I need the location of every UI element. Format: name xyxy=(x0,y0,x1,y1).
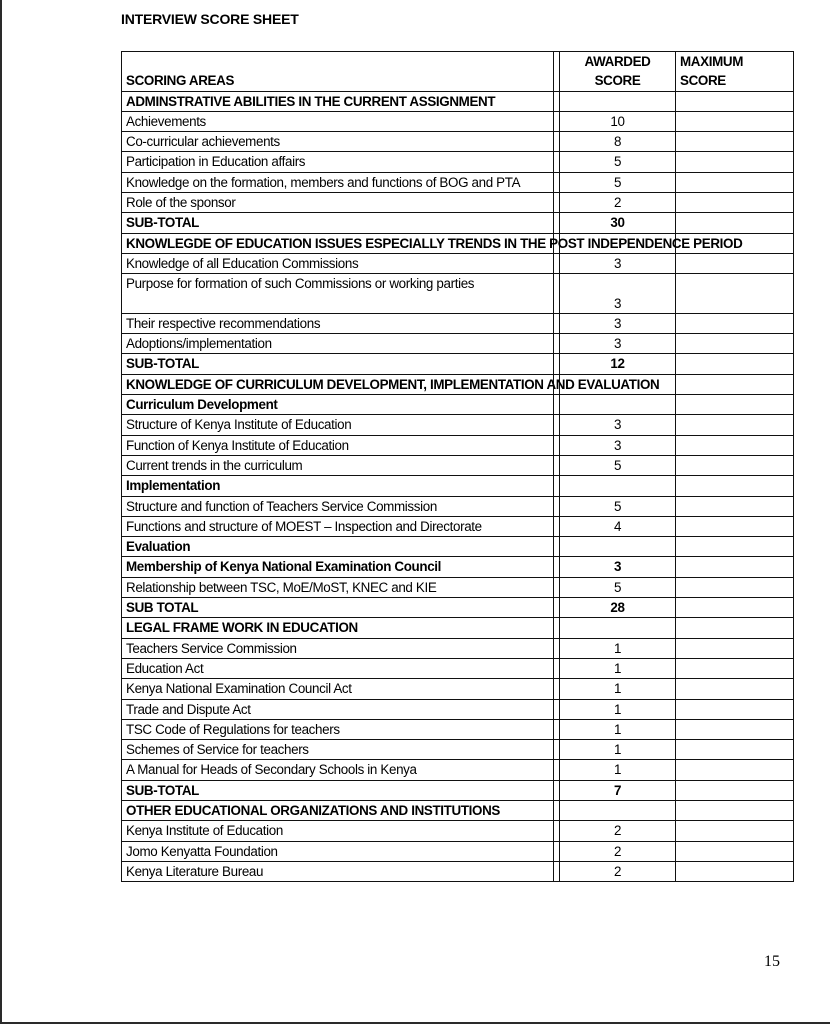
awarded-score-cell: 5 xyxy=(560,172,676,192)
table-row xyxy=(122,740,794,760)
maximum-score-cell[interactable] xyxy=(676,91,794,111)
maximum-score-cell[interactable] xyxy=(676,354,794,374)
scoring-area-cell: Kenya Institute of Education xyxy=(122,821,554,841)
awarded-score-cell: 1 xyxy=(560,719,676,739)
table-row xyxy=(122,172,794,192)
table-row xyxy=(122,132,794,152)
table-row xyxy=(122,537,794,557)
scoring-area-cell: Co-curricular achievements xyxy=(122,132,554,152)
table-row xyxy=(122,638,794,658)
scoring-area-cell: OTHER EDUCATIONAL ORGANIZATIONS AND INSTITUTIONS xyxy=(122,800,554,820)
maximum-score-cell[interactable] xyxy=(676,132,794,152)
maximum-score-cell[interactable] xyxy=(676,152,794,172)
maximum-score-cell[interactable] xyxy=(676,274,794,314)
scoring-area-cell: A Manual for Heads of Secondary Schools in Kenya xyxy=(122,760,554,780)
table-row xyxy=(122,679,794,699)
table-row xyxy=(122,577,794,597)
maximum-score-cell[interactable] xyxy=(676,658,794,678)
scoring-area-cell: Structure and function of Teachers Service Commission xyxy=(122,496,554,516)
scoring-area-cell: Structure of Kenya Institute of Education xyxy=(122,415,554,435)
scoring-area-cell: Knowledge of all Education Commissions xyxy=(122,253,554,273)
table-row xyxy=(122,658,794,678)
awarded-score-cell: 7 xyxy=(560,780,676,800)
table-row xyxy=(122,395,794,415)
maximum-score-cell[interactable] xyxy=(676,537,794,557)
header-awarded-line1: AWARDED xyxy=(584,54,651,69)
awarded-score-cell: 3 xyxy=(560,415,676,435)
table-row xyxy=(122,557,794,577)
maximum-score-cell[interactable] xyxy=(676,557,794,577)
maximum-score-cell[interactable] xyxy=(676,719,794,739)
maximum-score-cell[interactable] xyxy=(676,435,794,455)
awarded-score-cell xyxy=(560,395,676,415)
scoring-area-cell: Implementation xyxy=(122,476,554,496)
maximum-score-cell[interactable] xyxy=(676,618,794,638)
table-row xyxy=(122,354,794,374)
maximum-score-cell[interactable] xyxy=(676,374,794,394)
maximum-score-cell[interactable] xyxy=(676,861,794,881)
scoring-area-cell: Membership of Kenya National Examination Council xyxy=(122,557,554,577)
scoring-area-cell: TSC Code of Regulations for teachers xyxy=(122,719,554,739)
awarded-score-cell xyxy=(560,800,676,820)
table-row xyxy=(122,516,794,536)
scoring-area-cell: Trade and Dispute Act xyxy=(122,699,554,719)
table-row xyxy=(122,598,794,618)
awarded-score-cell: 1 xyxy=(560,760,676,780)
maximum-score-cell[interactable] xyxy=(676,841,794,861)
awarded-score-cell: 2 xyxy=(560,861,676,881)
awarded-score-cell xyxy=(560,91,676,111)
table-row xyxy=(122,699,794,719)
maximum-score-cell[interactable] xyxy=(676,253,794,273)
table-row xyxy=(122,213,794,233)
awarded-score-cell: 2 xyxy=(560,193,676,213)
maximum-score-cell[interactable] xyxy=(676,740,794,760)
table-row xyxy=(122,111,794,131)
maximum-score-cell[interactable] xyxy=(676,800,794,820)
awarded-score-cell xyxy=(560,476,676,496)
table-row xyxy=(122,476,794,496)
maximum-score-cell[interactable] xyxy=(676,821,794,841)
maximum-score-cell[interactable] xyxy=(676,313,794,333)
awarded-score-cell: 1 xyxy=(560,638,676,658)
scoring-area-cell: SUB-TOTAL xyxy=(122,780,554,800)
awarded-score-cell xyxy=(560,537,676,557)
table-row xyxy=(122,821,794,841)
page-number: 15 xyxy=(764,953,780,970)
awarded-score-cell: 1 xyxy=(560,740,676,760)
awarded-score-cell: 5 xyxy=(560,152,676,172)
awarded-score-cell: 3 xyxy=(560,557,676,577)
table-row xyxy=(122,800,794,820)
scoring-area-cell: Kenya Literature Bureau xyxy=(122,861,554,881)
scoring-area-cell: KNOWLEDGE OF CURRICULUM DEVELOPMENT, IMPLEMENTATION AND EVALUATION xyxy=(122,374,554,394)
awarded-score-cell: 3 xyxy=(560,435,676,455)
scoring-area-cell: Teachers Service Commission xyxy=(122,638,554,658)
table-row xyxy=(122,313,794,333)
maximum-score-cell[interactable] xyxy=(676,193,794,213)
awarded-score-cell xyxy=(560,618,676,638)
scoring-area-cell: Kenya National Examination Council Act xyxy=(122,679,554,699)
scoring-area-cell: Their respective recommendations xyxy=(122,313,554,333)
table-row xyxy=(122,861,794,881)
table-row xyxy=(122,760,794,780)
maximum-score-cell[interactable] xyxy=(676,598,794,618)
awarded-score-cell: 1 xyxy=(560,679,676,699)
maximum-score-cell[interactable] xyxy=(676,679,794,699)
scoring-area-cell: Current trends in the curriculum xyxy=(122,455,554,475)
table-row xyxy=(122,274,794,314)
awarded-score-cell: 3 xyxy=(560,253,676,273)
maximum-score-cell[interactable] xyxy=(676,577,794,597)
table-row xyxy=(122,435,794,455)
maximum-score-cell[interactable] xyxy=(676,476,794,496)
header-max-line1: MAXIMUM xyxy=(680,54,744,69)
header-maximum-score xyxy=(676,52,794,92)
table-row xyxy=(122,719,794,739)
awarded-score-cell: 2 xyxy=(560,841,676,861)
table-row xyxy=(122,233,794,253)
awarded-score-cell: 5 xyxy=(560,496,676,516)
scoring-area-cell: Achievements xyxy=(122,111,554,131)
awarded-score-cell: 2 xyxy=(560,821,676,841)
table-row xyxy=(122,455,794,475)
maximum-score-cell[interactable] xyxy=(676,760,794,780)
scoring-area-cell: SUB-TOTAL xyxy=(122,213,554,233)
table-row xyxy=(122,152,794,172)
sheet-title: INTERVIEW SCORE SHEET xyxy=(121,11,299,27)
awarded-score-cell: 10 xyxy=(560,111,676,131)
table-row xyxy=(122,415,794,435)
awarded-score-cell: 5 xyxy=(560,577,676,597)
score-table xyxy=(121,51,794,882)
scoring-area-cell: Curriculum Development xyxy=(122,395,554,415)
scoring-area-cell: Function of Kenya Institute of Education xyxy=(122,435,554,455)
table-row xyxy=(122,91,794,111)
table-row xyxy=(122,496,794,516)
header-max-line2: SCORE xyxy=(680,73,726,89)
header-awarded-line2: SCORE xyxy=(594,73,641,89)
maximum-score-cell[interactable] xyxy=(676,455,794,475)
awarded-score-cell: 8 xyxy=(560,132,676,152)
table-row xyxy=(122,374,794,394)
maximum-score-cell[interactable] xyxy=(676,496,794,516)
maximum-score-cell[interactable] xyxy=(676,395,794,415)
maximum-score-cell[interactable] xyxy=(676,213,794,233)
scoring-area-cell: KNOWLEGDE OF EDUCATION ISSUES ESPECIALLY TRENDS IN THE POST INDEPENDENCE PERIOD xyxy=(122,233,554,253)
scoring-area-cell: SUB TOTAL xyxy=(122,598,554,618)
maximum-score-cell[interactable] xyxy=(676,111,794,131)
awarded-score-cell: 12 xyxy=(560,354,676,374)
maximum-score-cell[interactable] xyxy=(676,699,794,719)
maximum-score-cell[interactable] xyxy=(676,516,794,536)
maximum-score-cell[interactable] xyxy=(676,415,794,435)
table-header-row xyxy=(122,52,794,92)
awarded-score-cell: 1 xyxy=(560,658,676,678)
awarded-score-cell: 4 xyxy=(560,516,676,536)
scoring-area-cell: Schemes of Service for teachers xyxy=(122,740,554,760)
table-row xyxy=(122,841,794,861)
awarded-score-cell: 3 xyxy=(560,274,676,314)
awarded-score-cell: 28 xyxy=(560,598,676,618)
score-table-body xyxy=(122,91,794,882)
maximum-score-cell[interactable] xyxy=(676,638,794,658)
awarded-score-cell: 3 xyxy=(560,334,676,354)
table-row xyxy=(122,618,794,638)
awarded-score-cell: 3 xyxy=(560,313,676,333)
scoring-area-cell: Education Act xyxy=(122,658,554,678)
awarded-score-cell: 1 xyxy=(560,699,676,719)
awarded-score-cell: 5 xyxy=(560,455,676,475)
scoring-area-cell: Role of the sponsor xyxy=(122,193,554,213)
maximum-score-cell[interactable] xyxy=(676,334,794,354)
awarded-score-cell: 30 xyxy=(560,213,676,233)
scoring-area-cell: Functions and structure of MOEST – Inspection and Directorate xyxy=(122,516,554,536)
table-row xyxy=(122,253,794,273)
scoring-area-cell: Purpose for formation of such Commissions or working parties xyxy=(122,274,554,314)
scoring-area-cell: LEGAL FRAME WORK IN EDUCATION xyxy=(122,618,554,638)
maximum-score-cell[interactable] xyxy=(676,172,794,192)
header-awarded-score xyxy=(560,52,676,92)
maximum-score-cell[interactable] xyxy=(676,780,794,800)
scoring-area-cell: Adoptions/implementation xyxy=(122,334,554,354)
scoring-area-cell: Relationship between TSC, MoE/MoST, KNEC and KIE xyxy=(122,577,554,597)
scoring-area-cell: Evaluation xyxy=(122,537,554,557)
table-row xyxy=(122,334,794,354)
scoring-area-cell: SUB-TOTAL xyxy=(122,354,554,374)
header-scoring-areas: SCORING AREAS xyxy=(122,52,554,92)
table-row xyxy=(122,193,794,213)
scoring-area-cell: Knowledge on the formation, members and functions of BOG and PTA xyxy=(122,172,554,192)
scoring-area-cell: Jomo Kenyatta Foundation xyxy=(122,841,554,861)
scoring-area-cell: Participation in Education affairs xyxy=(122,152,554,172)
table-row xyxy=(122,780,794,800)
scoring-area-cell: ADMINSTRATIVE ABILITIES IN THE CURRENT ASSIGNMENT xyxy=(122,91,554,111)
